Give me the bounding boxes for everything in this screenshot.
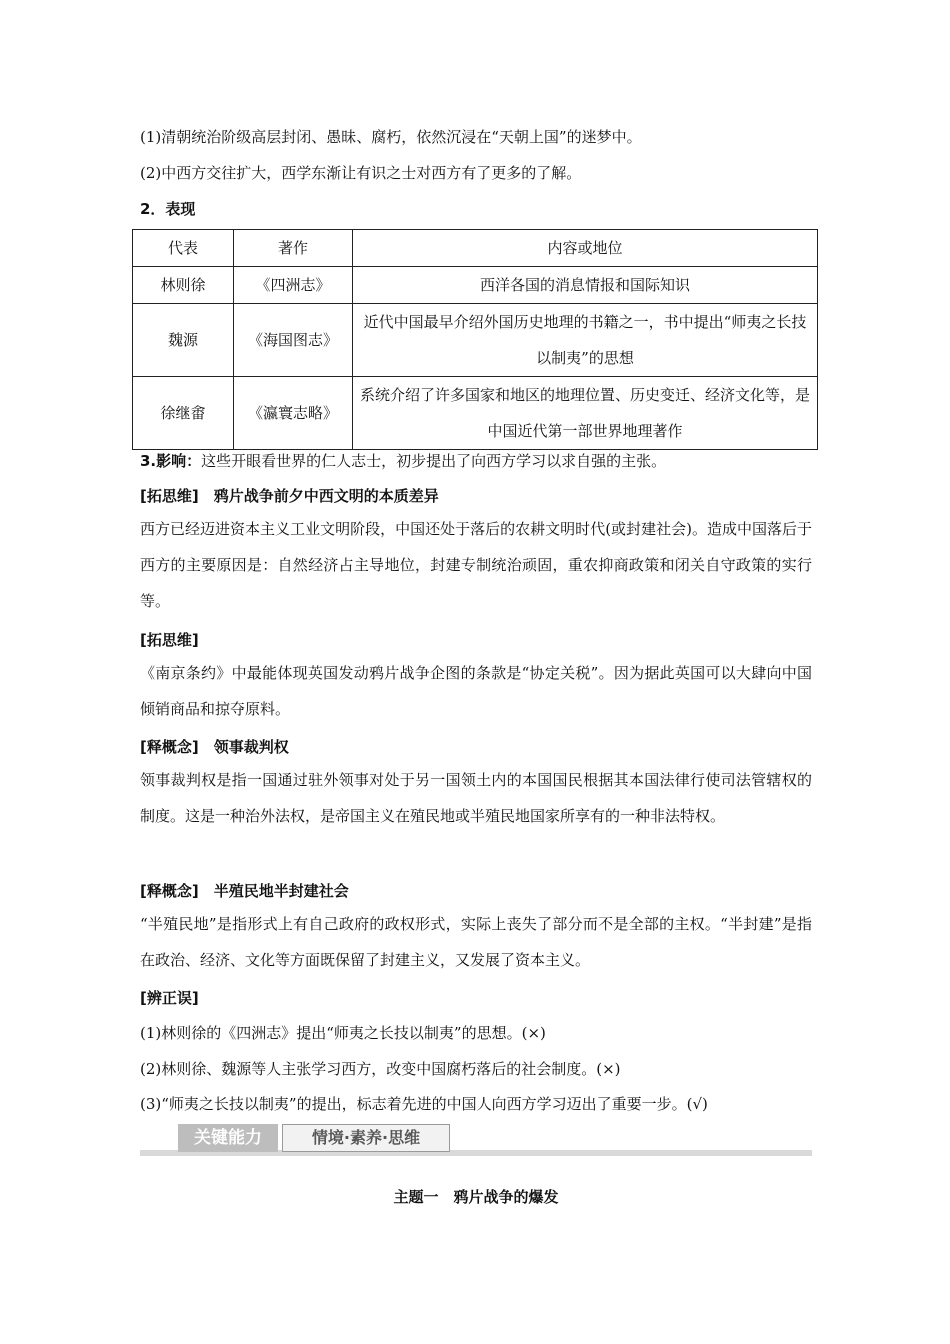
table-row [133, 377, 818, 450]
representatives-table [132, 229, 818, 450]
block-heading-think-1: [拓思维] 鸦片战争前夕中西文明的本质差异 [140, 487, 439, 505]
table-cell-representative: 魏源 [133, 304, 234, 377]
table-header-cell: 代表 [133, 230, 234, 267]
block-body-think-1: 西方已经迈进资本主义工业文明阶段，中国还处于落后的农耕文明时代(或封建社会)。造成中国落后于西方的主要原因是：自然经济占主导地位，封建专制统治顽固，重农抑商政策和闭关自守政策的实行等。 [140, 520, 812, 610]
table-cell-representative: 林则徐 [133, 267, 234, 304]
banner-label-left: 关键能力 [178, 1124, 278, 1152]
judge-item: (3)“师夷之长技以制夷”的提出，标志着先进的中国人向西方学习迈出了重要一步。(√) [140, 1095, 708, 1113]
judge-heading: [辨正误] [140, 989, 199, 1007]
table-header-cell: 著作 [234, 230, 353, 267]
section2-heading: 2．表现 [140, 200, 196, 218]
table-cell-content: 西洋各国的消息情报和国际知识 [353, 267, 818, 304]
block-heading-think-2: [拓思维] [140, 631, 199, 649]
table-cell-work: 《瀛寰志略》 [234, 377, 353, 450]
block-body-think-2: 《南京条约》中最能体现英国发动鸦片战争企图的条款是“协定关税”。因为据此英国可以大肆向中国倾销商品和掠夺原料。 [140, 664, 812, 718]
table-header-row [133, 230, 818, 267]
intro-line-2: (2)中西方交往扩大，西学东渐让有识之士对西方有了更多的了解。 [140, 164, 582, 182]
judge-item: (2)林则徐、魏源等人主张学习西方，改变中国腐朽落后的社会制度。(×) [140, 1060, 621, 1078]
table-row [133, 267, 818, 304]
key-ability-banner [140, 1124, 812, 1156]
judge-item: (1)林则徐的《四洲志》提出“师夷之长技以制夷”的思想。(×) [140, 1024, 546, 1042]
influence-line [140, 451, 666, 471]
intro-line-1: (1)清朝统治阶级高层封闭、愚昧、腐朽，依然沉浸在“天朝上国”的迷梦中。 [140, 128, 642, 146]
table-cell-representative: 徐继畬 [133, 377, 234, 450]
table-header-cell: 内容或地位 [353, 230, 818, 267]
table-row [133, 304, 818, 377]
topic-title: 主题一 鸦片战争的爆发 [393, 1188, 559, 1206]
banner-label-right: 情境·素养·思维 [282, 1124, 450, 1152]
table-cell-content: 系统介绍了许多国家和地区的地理位置、历史变迁、经济文化等，是中国近代第一部世界地理著作 [353, 377, 818, 450]
influence-text: 这些开眼看世界的仁人志士，初步提出了向西方学习以求自强的主张。 [201, 452, 667, 470]
block-body-concept-1: 领事裁判权是指一国通过驻外领事对处于另一国领土内的本国国民根据其本国法律行使司法管辖权的制度。这是一种治外法权，是帝国主义在殖民地或半殖民地国家所享有的一种非法特权。 [140, 771, 812, 825]
influence-label: 3.影响： [140, 452, 202, 470]
table-cell-work: 《四洲志》 [234, 267, 353, 304]
block-body-concept-2: “半殖民地”是指形式上有自己政府的政权形式，实际上丧失了部分而不是全部的主权。“半封建”是指在政治、经济、文化等方面既保留了封建主义，又发展了资本主义。 [140, 915, 812, 969]
table-cell-content: 近代中国最早介绍外国历史地理的书籍之一，书中提出“师夷之长技以制夷”的思想 [353, 304, 818, 377]
block-heading-concept-1: [释概念] 领事裁判权 [140, 738, 289, 756]
block-heading-concept-2: [释概念] 半殖民地半封建社会 [140, 882, 349, 900]
table-cell-work: 《海国图志》 [234, 304, 353, 377]
